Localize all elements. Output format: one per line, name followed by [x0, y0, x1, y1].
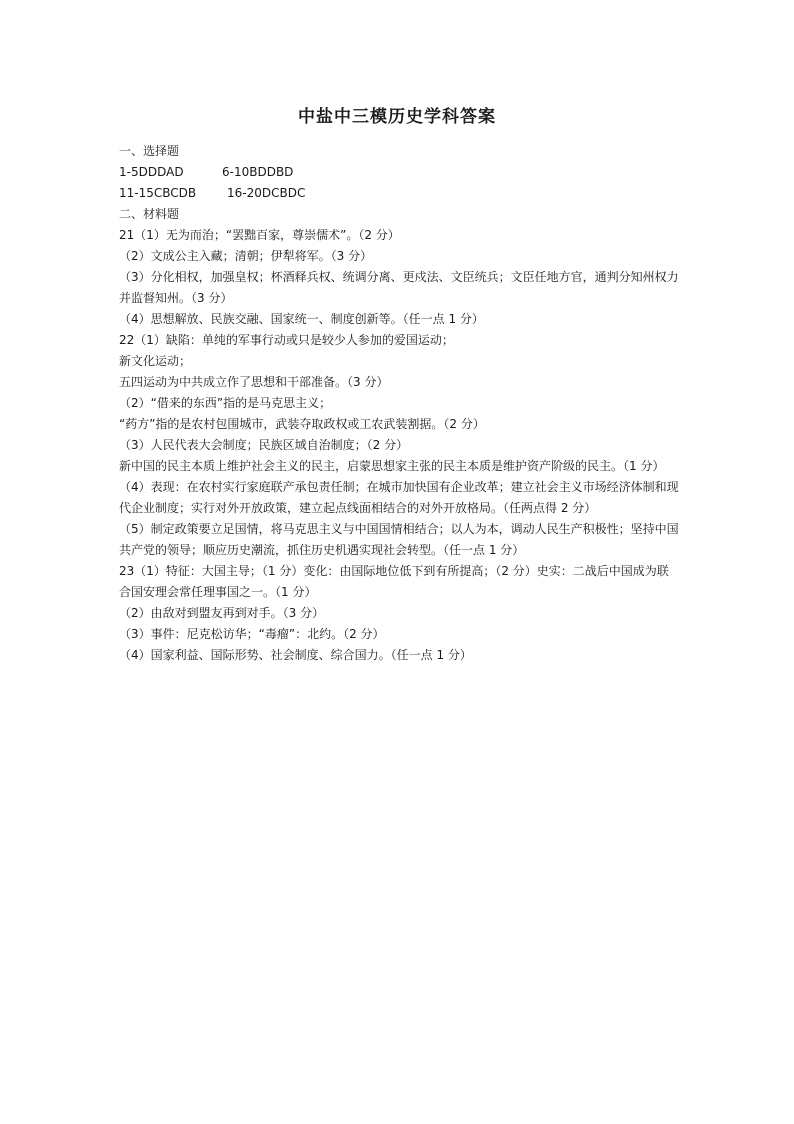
answer-line: 新中国的民主本质上维护社会主义的民主，启蒙思想家主张的民主本质是维护资产阶级的民主。（1 分） — [119, 459, 665, 473]
choice-answer-16-20: 16-20DCBDC — [227, 186, 306, 200]
choice-answer-11-15: 11-15CBCDB — [119, 186, 197, 200]
answer-line: （2）“借来的东西”指的是马克思主义； — [119, 396, 332, 410]
page-title: 中盐中三模历史学科答案 — [298, 107, 496, 127]
answer-content — [119, 141, 679, 666]
choice-answer-6-10: 6-10BDDBD — [222, 165, 294, 179]
answer-line: 22（1）缺陷：单纯的军事行动或只是较少人参加的爱国运动； — [119, 333, 454, 347]
answer-line: （2）由敌对到盟友再到对手。（3 分） — [119, 606, 325, 620]
choice-answer-1-5: 1-5DDDAD — [119, 165, 184, 179]
answer-line: （4）国家利益、国际形势、社会制度、综合国力。（任一点 1 分） — [119, 648, 472, 662]
answer-line: （4）思想解放、民族交融、国家统一、制度创新等。（任一点 1 分） — [119, 312, 484, 326]
answer-line: 五四运动为中共成立作了思想和干部准备。（3 分） — [119, 375, 389, 389]
answer-line: 21（1）无为而治；“罢黜百家，尊崇儒术”。（2 分） — [119, 228, 400, 242]
answer-line: 新文化运动； — [119, 354, 192, 368]
answer-line: 23（1）特征：大国主导；（1 分）变化：由国际地位低下到有所提高；（2 分）史实：二战后中国成为联合国安理会常任理事国之一。（1 分） — [119, 564, 669, 599]
section-heading-choice: 一、选择题 — [119, 144, 180, 158]
answer-line: （3）事件：尼克松访华；“毒瘤”：北约。（2 分） — [119, 627, 385, 641]
choice-answers-row-1 — [119, 162, 679, 183]
answer-line: （4）表现：在农村实行家庭联产承包责任制；在城市加快国有企业改革；建立社会主义市场经济体制和现代企业制度；实行对外开放政策，建立起点线面相结合的对外开放格局。（任两点得 2 分） — [119, 480, 679, 515]
answer-line: （3）分化相权，加强皇权；杯酒释兵权、统调分离、更戍法、文臣统兵；文臣任地方官，通判分知州权力并监督知州。（3 分） — [119, 270, 679, 305]
answer-line: （3）人民代表大会制度；民族区域自治制度；（2 分） — [119, 438, 409, 452]
answer-line: （2）文成公主入藏；清朝；伊犁将军。（3 分） — [119, 249, 373, 263]
choice-answers-row-2 — [119, 183, 679, 204]
answer-line: （5）制定政策要立足国情，将马克思主义与中国国情相结合；以人为本，调动人民生产积极性；坚持中国共产党的领导；顺应历史潮流，抓住历史机遇实现社会转型。（任一点 1 分） — [119, 522, 679, 557]
answer-line: “药方”指的是农村包围城市，武装夺取政权或工农武装割据。（2 分） — [119, 417, 485, 431]
section-heading-material: 二、材料题 — [119, 207, 180, 221]
